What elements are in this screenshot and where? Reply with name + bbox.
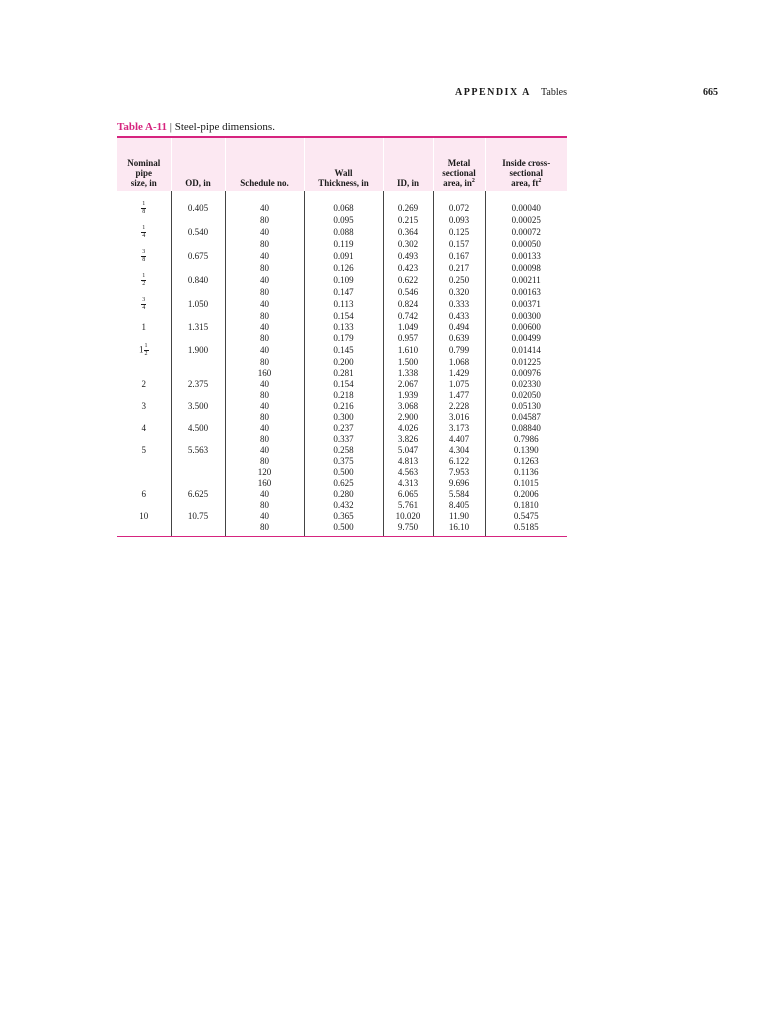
table-row [117,357,567,368]
column-header-line: ID, in [396,178,419,188]
cell-od [171,390,225,401]
cell-metal: 1.075 [433,379,485,390]
table-row [117,423,567,434]
column-header-line: Nominal [127,158,161,168]
cell-od [171,287,225,298]
table-row [117,467,567,478]
cell-schedule: 160 [225,368,304,379]
cell-schedule: 80 [225,522,304,536]
cell-od [171,412,225,423]
cell-metal: 4.407 [433,434,485,445]
cell-wall: 0.625 [304,478,383,489]
cell-metal: 11.90 [433,511,485,522]
table-row [117,274,567,287]
cell-wall: 0.113 [304,298,383,311]
cell-od [171,478,225,489]
cell-metal: 0.433 [433,311,485,322]
column-header-line: Metal [447,158,471,168]
cell-size: 4 [141,423,146,433]
cell-size [117,311,171,322]
cell-od [171,434,225,445]
cell-wall: 0.154 [304,311,383,322]
cell-id: 0.423 [383,263,433,274]
cell-id: 1.610 [383,344,433,357]
cell-metal: 5.584 [433,489,485,500]
column-header-inside [485,138,567,191]
cell-wall: 0.432 [304,500,383,511]
cell-schedule: 80 [225,311,304,322]
cell-id: 0.742 [383,311,433,322]
table-row [117,445,567,456]
cell-schedule: 160 [225,478,304,489]
cell-wall: 0.218 [304,390,383,401]
cell-schedule: 40 [225,191,304,215]
cell-inside: 0.5475 [485,511,567,522]
cell-inside: 0.00072 [485,226,567,239]
cell-id: 3.068 [383,401,433,412]
cell-metal: 3.173 [433,423,485,434]
caption-separator: | [169,121,172,133]
cell-inside: 0.1810 [485,500,567,511]
cell-size: 5 [141,445,146,455]
cell-inside: 0.2006 [485,489,567,500]
cell-id: 0.215 [383,215,433,226]
cell-wall: 0.126 [304,263,383,274]
cell-id: 1.049 [383,322,433,333]
cell-inside: 0.00499 [485,333,567,344]
cell-size: 2 [141,379,146,389]
column-header-line: sectional [509,168,543,178]
table-row [117,511,567,522]
table-row [117,333,567,344]
fraction [141,274,146,287]
cell-size [117,344,171,357]
cell-metal: 7.953 [433,467,485,478]
table-row [117,287,567,298]
cell-metal: 2.228 [433,401,485,412]
cell-wall: 0.133 [304,322,383,333]
cell-id: 1.338 [383,368,433,379]
cell-schedule: 40 [225,423,304,434]
fraction-numerator: 1 [142,201,146,207]
column-header-line: size, in [130,178,157,188]
table-row [117,401,567,412]
column-header-line: area, in [443,178,472,188]
column-header-line: Thickness, in [318,178,369,188]
running-head [0,87,768,101]
cell-inside: 0.02050 [485,390,567,401]
cell-size [117,456,171,467]
fraction-denominator: 2 [142,281,146,287]
cell-metal: 0.639 [433,333,485,344]
steel-pipe-table [117,136,567,537]
cell-schedule: 40 [225,322,304,333]
cell-id: 0.302 [383,239,433,250]
cell-wall: 0.216 [304,401,383,412]
cell-id: 10.020 [383,511,433,522]
cell-id: 9.750 [383,522,433,536]
cell-od: 10.75 [171,511,225,522]
cell-inside: 0.00133 [485,250,567,263]
cell-inside: 0.00371 [485,298,567,311]
table-row [117,412,567,423]
cell-metal: 1.068 [433,357,485,368]
column-header-line: pipe [135,168,152,178]
cell-metal: 4.304 [433,445,485,456]
cell-od: 1.050 [171,298,225,311]
column-header-line: Wall [334,168,353,178]
cell-schedule: 80 [225,500,304,511]
column-header-size [117,138,171,191]
cell-od: 6.625 [171,489,225,500]
table-bottom-rule [117,536,567,537]
cell-id: 4.563 [383,467,433,478]
fraction-denominator: 4 [142,305,146,311]
cell-size: 10 [139,511,149,521]
column-header-id [383,138,433,191]
data-table [117,138,567,536]
table-row [117,322,567,333]
cell-wall: 0.281 [304,368,383,379]
cell-inside: 0.00050 [485,239,567,250]
cell-size [117,226,171,239]
cell-wall: 0.337 [304,434,383,445]
cell-wall: 0.095 [304,215,383,226]
cell-size: 1 [141,322,146,332]
cell-id: 1.500 [383,357,433,368]
cell-od [171,357,225,368]
table-row [117,226,567,239]
cell-inside: 0.01414 [485,344,567,357]
cell-inside: 0.00025 [485,215,567,226]
table-row [117,298,567,311]
cell-metal: 0.320 [433,287,485,298]
cell-schedule: 40 [225,511,304,522]
fraction-numerator: 3 [142,249,146,255]
cell-inside: 0.00211 [485,274,567,287]
cell-wall: 0.068 [304,191,383,215]
cell-schedule: 80 [225,357,304,368]
cell-wall: 0.119 [304,239,383,250]
cell-id: 0.364 [383,226,433,239]
cell-inside: 0.00040 [485,191,567,215]
cell-inside: 0.1263 [485,456,567,467]
cell-size [117,368,171,379]
cell-schedule: 80 [225,263,304,274]
cell-id: 0.546 [383,287,433,298]
cell-size [117,250,171,263]
cell-wall: 0.145 [304,344,383,357]
fraction-denominator: 2 [144,351,148,357]
table-row [117,500,567,511]
column-header-schedule [225,138,304,191]
cell-size [117,390,171,401]
cell-schedule: 40 [225,226,304,239]
fraction [141,226,146,239]
table-title: Steel-pipe dimensions. [174,121,275,133]
cell-inside: 0.5185 [485,522,567,536]
cell-id: 4.313 [383,478,433,489]
table-header [117,138,567,191]
cell-wall: 0.179 [304,333,383,344]
cell-wall: 0.237 [304,423,383,434]
cell-metal: 0.157 [433,239,485,250]
cell-inside: 0.7986 [485,434,567,445]
cell-od: 0.540 [171,226,225,239]
cell-wall: 0.147 [304,287,383,298]
table-row [117,263,567,274]
cell-id: 2.900 [383,412,433,423]
superscript: 2 [471,178,475,184]
cell-schedule: 80 [225,412,304,423]
section-label: Tables [541,87,567,98]
cell-metal: 0.167 [433,250,485,263]
cell-inside: 0.00976 [485,368,567,379]
cell-schedule: 40 [225,445,304,456]
table-caption [117,121,275,133]
cell-od: 2.375 [171,379,225,390]
table-row [117,368,567,379]
cell-od: 0.840 [171,274,225,287]
cell-id: 4.026 [383,423,433,434]
cell-size: 3 [141,401,146,411]
header-row [117,138,567,191]
cell-schedule: 40 [225,489,304,500]
cell-id: 0.622 [383,274,433,287]
cell-size [117,500,171,511]
cell-od: 0.675 [171,250,225,263]
fraction [141,298,146,311]
appendix-label: APPENDIX A [455,87,531,98]
cell-metal: 0.072 [433,191,485,215]
cell-metal: 16.10 [433,522,485,536]
cell-wall: 0.109 [304,274,383,287]
cell-schedule: 80 [225,390,304,401]
cell-id: 4.813 [383,456,433,467]
table-row [117,344,567,357]
cell-metal: 0.093 [433,215,485,226]
fraction-numerator: 1 [142,273,146,279]
cell-wall: 0.200 [304,357,383,368]
table-body [117,191,567,536]
cell-wall: 0.300 [304,412,383,423]
cell-id: 5.761 [383,500,433,511]
fraction [141,202,146,215]
cell-inside: 0.00600 [485,322,567,333]
table-row [117,522,567,536]
cell-od [171,333,225,344]
cell-schedule: 40 [225,250,304,263]
cell-id: 0.957 [383,333,433,344]
cell-inside: 0.02330 [485,379,567,390]
cell-schedule: 80 [225,434,304,445]
cell-size [117,478,171,489]
fraction-numerator: 1 [142,225,146,231]
table-row [117,215,567,226]
cell-od: 4.500 [171,423,225,434]
cell-od [171,522,225,536]
cell-schedule: 40 [225,298,304,311]
cell-schedule: 80 [225,215,304,226]
column-header-line: area, ft [511,178,539,188]
cell-id: 5.047 [383,445,433,456]
fraction-whole: 1 [139,344,144,355]
column-header-metal [433,138,485,191]
cell-id: 1.939 [383,390,433,401]
cell-metal: 6.122 [433,456,485,467]
cell-size [117,434,171,445]
cell-inside: 0.00300 [485,311,567,322]
fraction-numerator: 3 [142,297,146,303]
cell-od: 1.900 [171,344,225,357]
cell-od [171,368,225,379]
table-row [117,191,567,215]
fraction-numerator: 1 [144,343,148,349]
cell-size [117,412,171,423]
cell-schedule: 40 [225,379,304,390]
cell-metal: 1.429 [433,368,485,379]
cell-id: 3.826 [383,434,433,445]
cell-size [117,357,171,368]
cell-metal: 0.125 [433,226,485,239]
table-row [117,434,567,445]
cell-metal: 0.217 [433,263,485,274]
cell-inside: 0.1136 [485,467,567,478]
cell-od [171,263,225,274]
cell-size [117,467,171,478]
cell-inside: 0.04587 [485,412,567,423]
fraction [144,344,149,357]
cell-metal: 0.494 [433,322,485,333]
column-header-line: sectional [442,168,476,178]
cell-wall: 0.280 [304,489,383,500]
table-row [117,239,567,250]
superscript: 2 [538,178,542,184]
cell-id: 6.065 [383,489,433,500]
cell-od: 0.405 [171,191,225,215]
cell-inside: 0.00098 [485,263,567,274]
cell-od: 5.563 [171,445,225,456]
cell-od [171,239,225,250]
cell-schedule: 40 [225,344,304,357]
cell-od [171,215,225,226]
fraction-denominator: 4 [142,233,146,239]
cell-size: 6 [141,489,146,499]
cell-od: 3.500 [171,401,225,412]
cell-wall: 0.500 [304,522,383,536]
cell-inside: 0.1015 [485,478,567,489]
cell-schedule: 80 [225,333,304,344]
cell-od [171,456,225,467]
cell-wall: 0.088 [304,226,383,239]
cell-size [117,274,171,287]
cell-metal: 0.333 [433,298,485,311]
page-number: 665 [703,87,718,98]
cell-inside: 0.08840 [485,423,567,434]
cell-size [117,522,171,536]
cell-id: 0.269 [383,191,433,215]
cell-metal: 1.477 [433,390,485,401]
cell-schedule: 120 [225,467,304,478]
cell-wall: 0.091 [304,250,383,263]
cell-id: 2.067 [383,379,433,390]
cell-wall: 0.258 [304,445,383,456]
cell-wall: 0.154 [304,379,383,390]
cell-schedule: 80 [225,456,304,467]
cell-wall: 0.365 [304,511,383,522]
cell-metal: 0.250 [433,274,485,287]
cell-schedule: 40 [225,274,304,287]
cell-metal: 3.016 [433,412,485,423]
cell-od: 1.315 [171,322,225,333]
table-row [117,379,567,390]
fraction [141,250,146,263]
cell-id: 0.824 [383,298,433,311]
table-number: Table A-11 [117,121,168,133]
table-row [117,250,567,263]
cell-id: 0.493 [383,250,433,263]
table-row [117,478,567,489]
table-row [117,311,567,322]
cell-od [171,311,225,322]
cell-inside: 0.05130 [485,401,567,412]
column-header-line: Schedule no. [240,178,289,188]
cell-size [117,333,171,344]
cell-schedule: 80 [225,287,304,298]
cell-schedule: 80 [225,239,304,250]
table-row [117,456,567,467]
cell-size [117,298,171,311]
table-row [117,489,567,500]
column-header-wall [304,138,383,191]
cell-wall: 0.375 [304,456,383,467]
column-header-od [171,138,225,191]
cell-od [171,500,225,511]
cell-wall: 0.500 [304,467,383,478]
cell-size [117,191,171,215]
cell-metal: 0.799 [433,344,485,357]
cell-inside: 0.00163 [485,287,567,298]
cell-schedule: 40 [225,401,304,412]
cell-inside: 0.1390 [485,445,567,456]
cell-metal: 9.696 [433,478,485,489]
column-header-line: OD, in [185,178,211,188]
fraction-denominator: 8 [142,209,146,215]
table-row [117,390,567,401]
cell-od [171,467,225,478]
fraction-denominator: 8 [142,257,146,263]
column-header-line: Inside cross- [502,158,551,168]
cell-metal: 8.405 [433,500,485,511]
cell-inside: 0.01225 [485,357,567,368]
